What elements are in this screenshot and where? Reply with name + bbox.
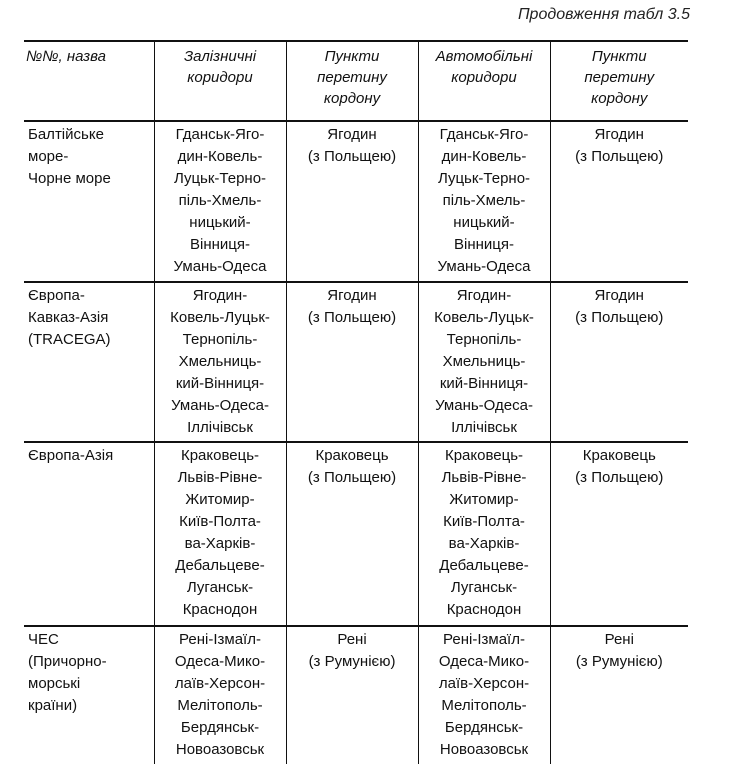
corridor-name: Європа-Азія (24, 442, 154, 626)
table-header-row (24, 41, 688, 121)
road-border-point: Краковець (з Польщею) (550, 442, 688, 626)
road-corridor: Гданськ-Яго- дин-Ковель- Луцьк-Терно- піль-Хмель- ницький- Вінниця- Умань-Одеса (418, 121, 550, 282)
rail-border-point: Ягодин (з Польщею) (286, 282, 418, 442)
rail-border-point: Краковець (з Польщею) (286, 442, 418, 626)
road-border-point: Ягодин (з Польщею) (550, 282, 688, 442)
header-road-border-points: Пункти перетину кордону (550, 41, 688, 121)
rail-border-point: Рені (з Румунією) (286, 626, 418, 764)
road-border-point: Рені (з Румунією) (550, 626, 688, 764)
table-row (24, 442, 688, 626)
header-rail-corridors: Залізничні коридори (154, 41, 286, 121)
road-corridor: Рені-Ізмаїл- Одеса-Мико- лаїв-Херсон- Мелітополь- Бердянськ- Новоазовськ (418, 626, 550, 764)
rail-corridor: Краковець- Львів-Рівне- Житомир- Київ-Полта- ва-Харків- Дебальцеве- Луганськ- Краснодон (154, 442, 286, 626)
rail-corridor: Рені-Ізмаїл- Одеса-Мико- лаїв-Херсон- Мелітополь- Бердянськ- Новоазовськ (154, 626, 286, 764)
table-row (24, 121, 688, 282)
road-corridor: Краковець- Львів-Рівне- Житомир- Київ-Полта- ва-Харків- Дебальцеве- Луганськ- Краснодон (418, 442, 550, 626)
corridor-name: Балтійське море- Чорне море (24, 121, 154, 282)
corridor-name: ЧЕС (Причорно- морські країни) (24, 626, 154, 764)
table-row (24, 626, 688, 764)
header-road-corridors: Автомобільні коридори (418, 41, 550, 121)
rail-corridor: Ягодин- Ковель-Луцьк- Тернопіль- Хмельниць- кий-Вінниця- Умань-Одеса- Іллічівськ (154, 282, 286, 442)
rail-border-point: Ягодин (з Польщею) (286, 121, 418, 282)
corridor-name: Європа- Кавказ-Азія (TRACEGA) (24, 282, 154, 442)
table-continuation-caption: Продовження табл 3.5 (517, 6, 690, 23)
header-rail-border-points: Пункти перетину кордону (286, 41, 418, 121)
transport-corridors-table (24, 40, 688, 764)
table-row (24, 282, 688, 442)
road-corridor: Ягодин- Ковель-Луцьк- Тернопіль- Хмельниць- кий-Вінниця- Умань-Одеса- Іллічівськ (418, 282, 550, 442)
rail-corridor: Гданськ-Яго- дин-Ковель- Луцьк-Терно- піль-Хмель- ницький- Вінниця- Умань-Одеса (154, 121, 286, 282)
header-name: №№, назва (24, 41, 154, 121)
road-border-point: Ягодин (з Польщею) (550, 121, 688, 282)
